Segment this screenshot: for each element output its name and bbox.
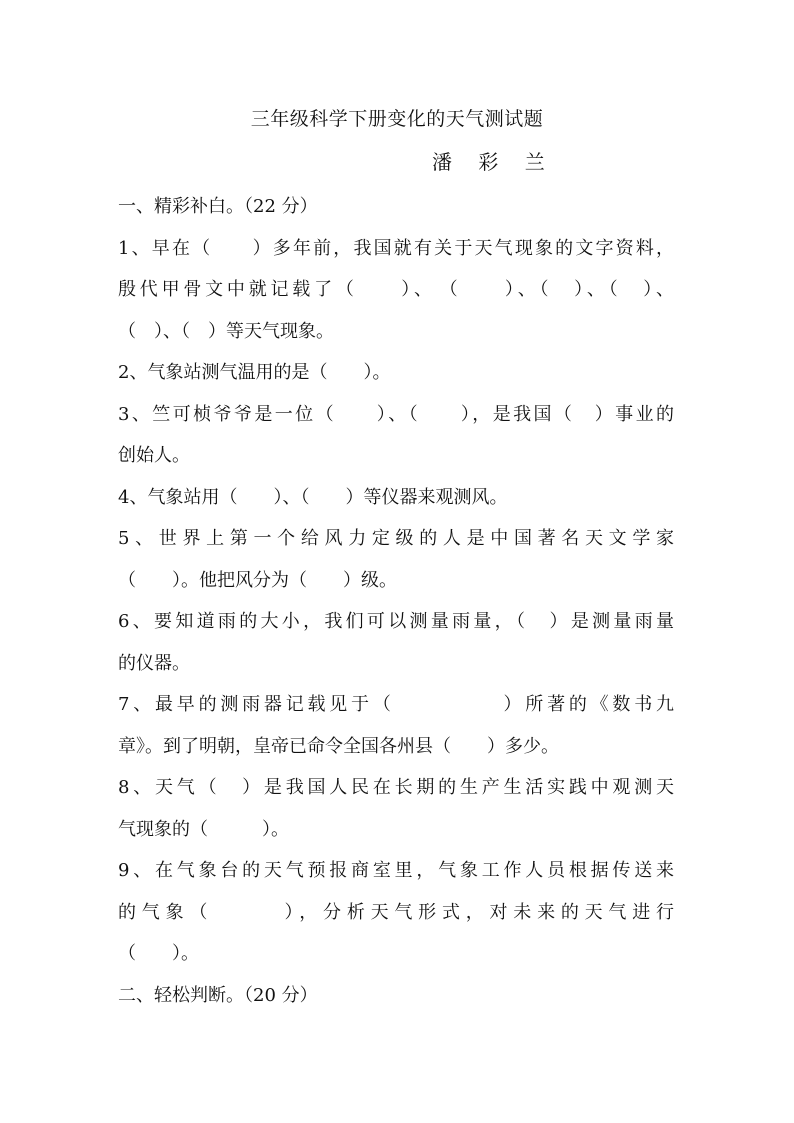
text-line: （ ）。 xyxy=(118,943,199,964)
text-line: 的仪器。 xyxy=(118,652,190,674)
document-body xyxy=(118,186,674,1016)
text-line: 4、气象站用（ ）、（ ）等仪器来观测风。 xyxy=(118,486,508,508)
document-title: 三年级科学下册变化的天气测试题 xyxy=(250,108,544,130)
text-line: 一、精彩补白。（22 分） xyxy=(118,196,318,217)
text-line: 9、在气象台的天气预报商室里，气象工作人员根据传送来 xyxy=(118,860,674,881)
text-line: 气现象的（ ）。 xyxy=(118,818,289,840)
text-line: 二、轻松判断。（20 分） xyxy=(118,984,318,1006)
text-line: 创始人。 xyxy=(118,445,190,466)
text-line: 2、气象站测气温用的是（ ）。 xyxy=(118,362,391,383)
text-line: 章》。到了明朝，皇帝已命令全国各州县（ ）多少。 xyxy=(118,735,559,757)
text-line: 的气象（ ），分析天气形式，对未来的天气进行 xyxy=(118,901,674,923)
text-line: 5、世界上第一个给风力定级的人是中国著名天文学家 xyxy=(118,528,674,549)
author-name: 潘 彩 兰 xyxy=(432,150,555,174)
text-line: 6、要知道雨的大小，我们可以测量雨量，（ ）是测量雨量 xyxy=(118,611,674,632)
text-line: 3、竺可桢爷爷是一位（ ）、（ ），是我国（ ）事业的 xyxy=(118,403,674,425)
text-line: （ ）。他把风分为（ ）级。 xyxy=(118,569,397,591)
text-line: （ ）、（ ）等天气现象。 xyxy=(118,320,334,342)
text-line: 1、早在（ ）多年前，我国就有关于天气现象的文字资料， xyxy=(118,237,674,259)
text-line: 殷代甲骨文中就记载了（ ）、 （ ）、（ ）、（ ）、 xyxy=(118,279,674,300)
text-line: 8、天气（ ）是我国人民在长期的生产生活实践中观测天 xyxy=(118,777,674,798)
text-line: 7、最早的测雨器记载见于（ ）所著的《数书九 xyxy=(118,694,674,715)
